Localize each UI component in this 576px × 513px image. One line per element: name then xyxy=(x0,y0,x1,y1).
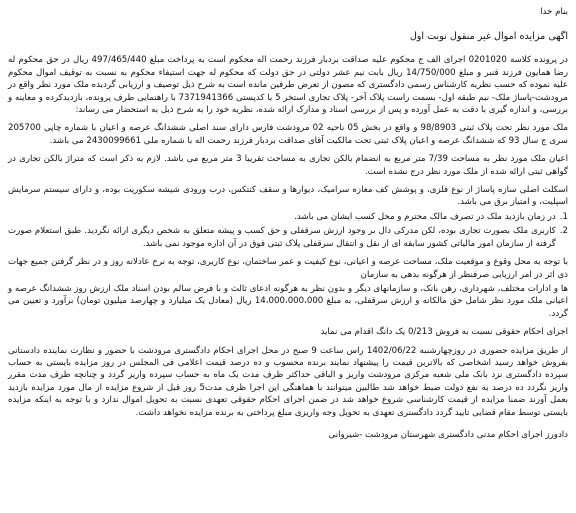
notice-title: اگهی مزایده اموال غیر منقول نوبت اول xyxy=(409,31,568,43)
paragraph-sale-share: اجرای احکام حقوقی نسبت به فروش 0/213 یک دانگ اقدام می نماید xyxy=(320,327,568,338)
paragraph-valuation-amount: ها و ادارات مختلف، شهرداری، رهن بانک، و سازمانهای دیگر و بدون نظر به هرگونه ادعای ثالث و با فرض سالم بودن اسناد ملک ارزش روز ششدانگ عرصه و اعیانی ملک مورد نظر شامل حق مالکانه و ارزش سرقفلی، به مبلغ 14،000،000،000 ریال (معادل یک میلیارد و چهارصد میلیون تومان) برآورد و تعیین می گردد. xyxy=(8,283,568,319)
paragraph-building-structure: اسکلت اصلی سازه پاساژ از نوع فلزی، و پوشش کف مغازه سرامیک، دیوارها و سقف کنتکس، درب ورودی شیشه سکوریت بوده، و دارای سیستم سرمایش اسپلیت، و امتیاز برق می باشد. xyxy=(8,185,568,208)
numbered-item-text: در زمان بازدید ملک در تصرف مالک محترم و محل کسب ایشان می باشد. xyxy=(294,211,556,222)
paragraph-property-registration: ملک مورد نظر تحت پلاک ثبتی 98/8903 و واقع در بخش 05 ناحیه 02 مرودشت فارس دارای سند اصلی ششدانگ عرصه و اعیان با شماره چاپی 205700 سری ج سال 93 که ششدانگ عرصه و اعیان پلاک ثبتی تحت مالکیت آقای صداقت بردبار فرزند رحمت اله با شماره ملی 2430099661 می باشد. xyxy=(8,123,568,146)
numbered-item-number: 2. xyxy=(559,226,568,237)
numbered-item-text: کاربری ملک بصورت تجاری بوده، لکن مدرکی دال بر وجود ارزش سرقفلی و حق کسب و پیشه متعلق به شخص دیگری ارائه نگردید. طبق استعلام صورت گرفته از سازمان امور مالیاتی کشور سابقه ای از نقل و انتقال سرقفلی پلاک ثبتی فوق در آن اداره موجود نمی باشد. xyxy=(8,226,556,249)
numbered-item-1 xyxy=(8,211,568,223)
paragraph-property-area: اعیان ملک مورد نظر به مساحت 7/39 متر مربع به انضمام بالکن تجاری به مساحت تقریبا 3 متر مربع می باشد. لازم به ذکر است که متراژ بالکن تجاری در گواهی ثبتی ارائه شده از ملک مورد نظر درج نشده است. xyxy=(8,154,568,177)
paragraph-auction-terms: از طریق مزایده حضوری در روزچهارشنبه 1402/06/22 راس ساعت 9 صبح در محل اجرای احکام دادگستری مرودشت با حضور و نظارت نماینده دادستانی بفروش خواهد رسید اشخاصی که بالاترین قیمت را پیشنهاد نمایند برنده محسوب و ده درصد قیمت اعلامی فی المجلس در روز مزایده بایستی به حساب سپرده دادگستری نزد بانک ملی شعبه مرکزی مرودشت واریز و الباقی حداکثر ظرف مدت یک ماه به حساب سپرده واریز گردد و چنانچه ظرف مدت مقرر واریز نگردد ده درصد به نفع دولت ضبط خواهد شد طالبین میتوانند با هماهنگی این اجرا ظرف مدت5 روز قبل از شروع مزایده از مال مورد مزایده بازدید بعمل آورند ضمنا مزایده از قیمت کارشناسی شروع خواهد شد در ضمن اجرای احکام حقوقی تعهدی نسبت به تحویل اموال ندارد و با توجه به اینکه مزایده بایستی توسط مقام قضایی تایید گردد دادگستری تعهدی به تحویل وجه واریزی مبلغ پرداختی به برنده مزایده نخواهد داشت. xyxy=(8,345,569,418)
paragraph-valuation-basis: با توجه به محل وقوع و موقعیت ملک، مساحت عرصه و اعیانی، نوع کیفیت و عمر ساختمان، نوع کاربری، توجه به نرخ عادلانه روز و در نظر گرفتن جمیع جهات ذی اثر در امر ارزیابی صرفنظر از هرگونه بدهی به سازمان xyxy=(8,257,568,280)
numbered-item-2 xyxy=(8,225,568,250)
bismillah-line: بنام خدا xyxy=(540,7,568,17)
numbered-item-number: 1. xyxy=(559,211,568,222)
paragraph-case-summary: در پرونده کلاسه 0201020 اجرای الف ج محکوم علیه صداقت بردبار فرزند رحمت اله محکوم است به پرداخت مبلغ 497/465/440 ریال در حق محکوم له رضا همایون فرزند قنبر و مبلغ 14/750/000 ریال بابت نیم عشر دولتی در حق دولت که محکوم له جهت استیفاء محکوم به نسبت به توقیف اموال محکوم علیه نموده که حسب نظریه کارشناس رسمی دادگستری که مصون از تعرض طرفین مانده است به شرح ذیل توصیف و ارزیابی گردیده ملک مورد نظر واقع در مرودشت-پاساژ ملک- نیم طبقه اول- بسمت راست پلاک آخر- پلاک تجاری استخر 5 با کدپستی 7371941366 با راهنمایی طرف پرونده، بازدیدکرده و معاینه و بررسی، و اندازه گیری با دقت به عمل آورده و پس از بررسی اسناد و مدارک ارائه شده، نظریه خود را به شرح ذیل به استحضار می رساند: xyxy=(8,55,569,116)
signature-line: دادورز اجرای احکام مدنی دادگستری شهرستان مرودشت -شیروانی xyxy=(328,429,568,440)
